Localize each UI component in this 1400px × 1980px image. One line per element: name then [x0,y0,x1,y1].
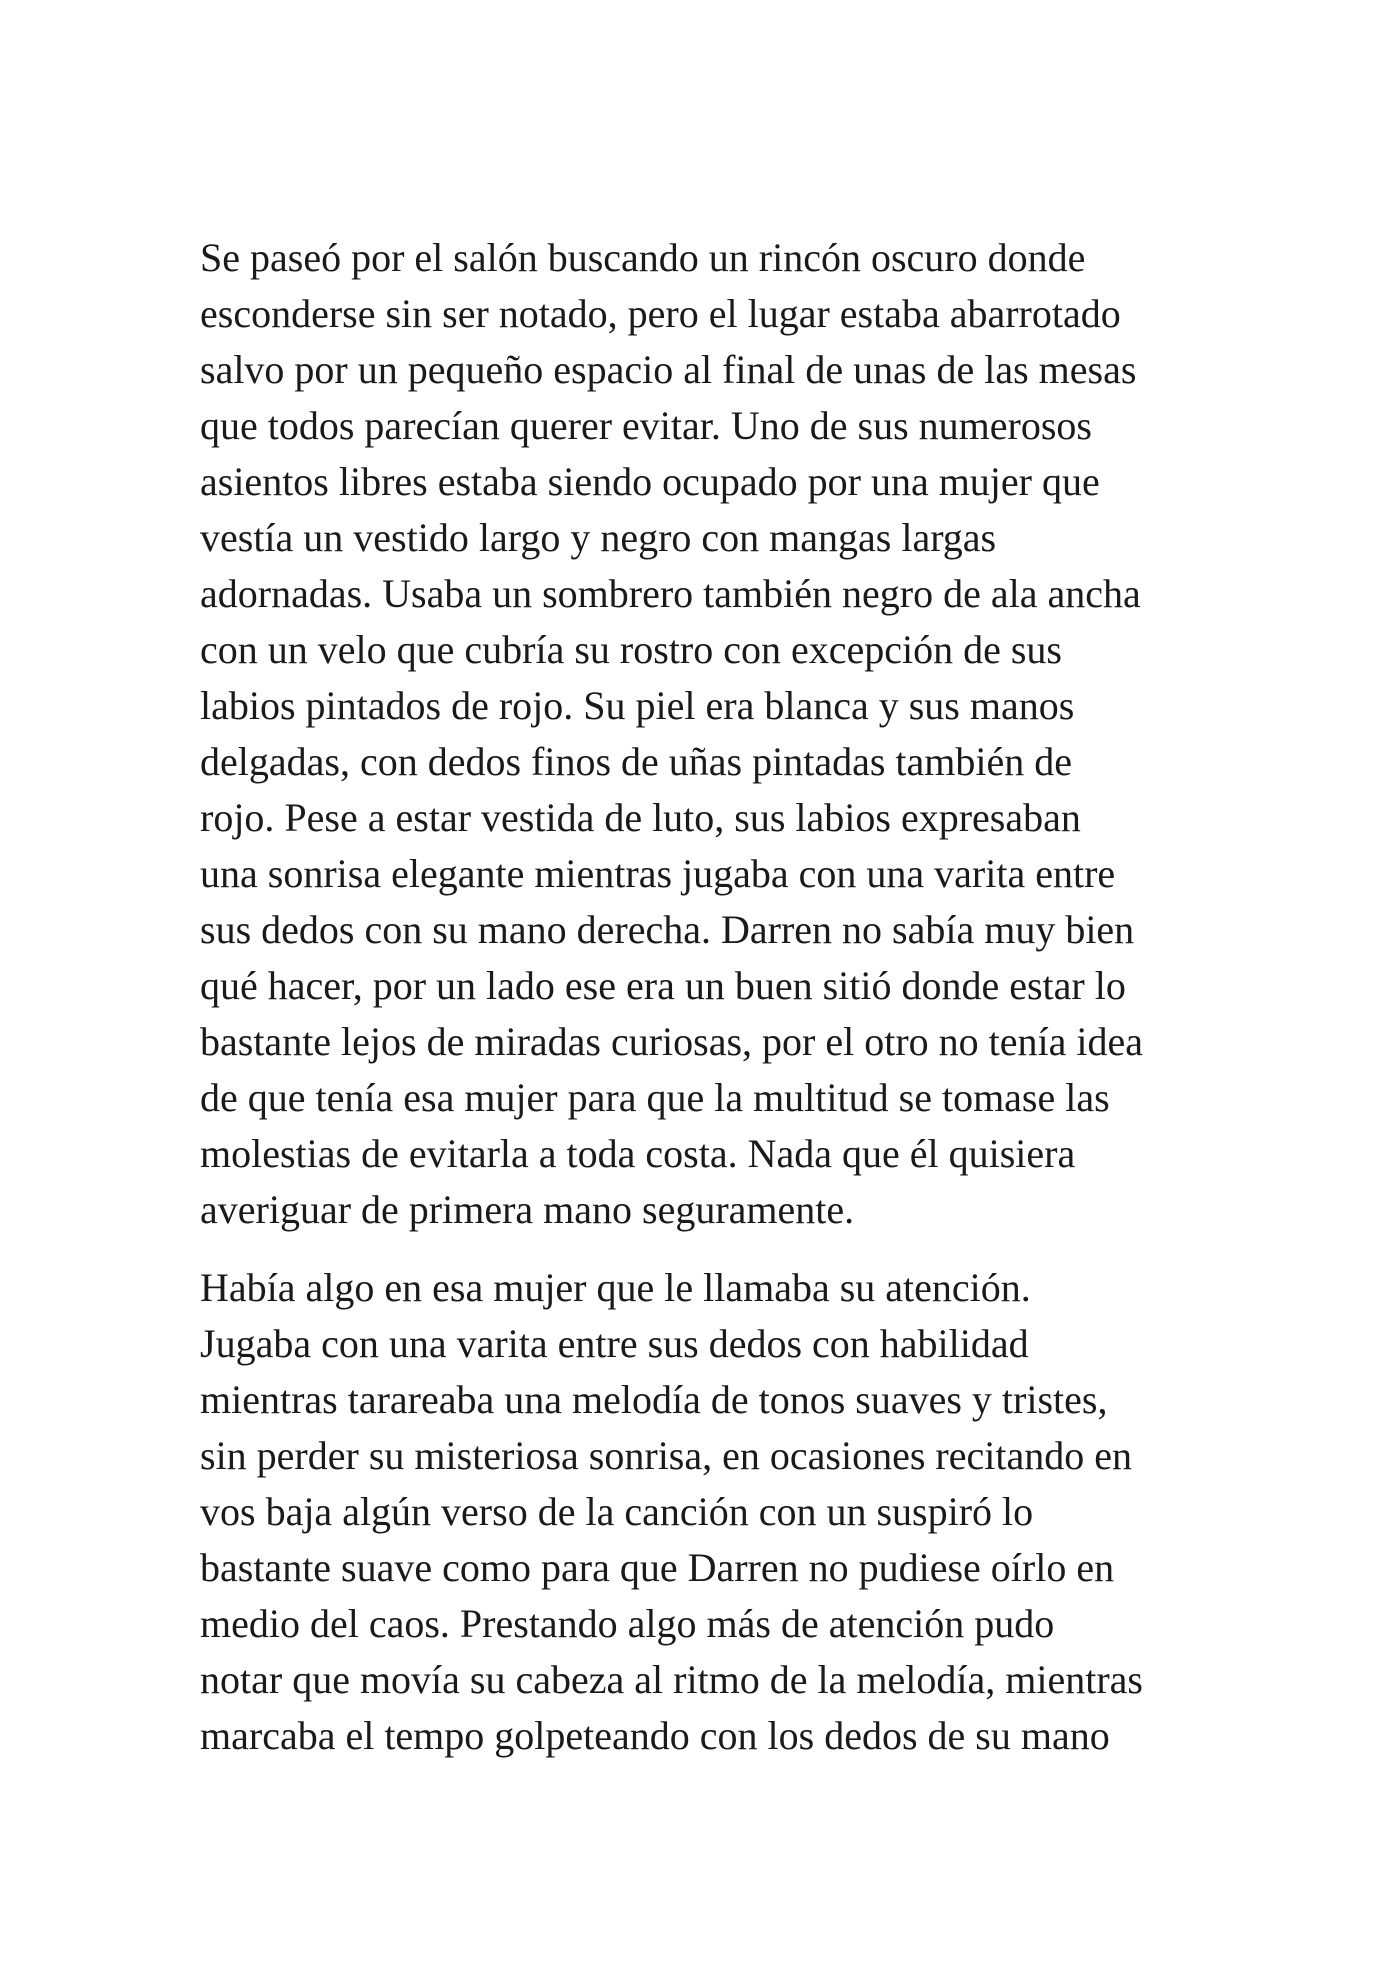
text-line: vestía un vestido largo y negro con mangas largas [200,515,997,560]
text-line: sus dedos con su mano derecha. Darren no sabía muy bien [200,907,1135,952]
text-line: marcaba el tempo golpeteando con los dedos de su mano [200,1713,1110,1758]
text-line: mientras tarareaba una melodía de tonos suaves y tristes, [200,1377,1108,1422]
paragraph-2 [200,1260,1201,1764]
text-line: delgadas, con dedos finos de uñas pintadas también de [200,739,1072,784]
text-line: asientos libres estaba siendo ocupado por una mujer que [200,459,1100,504]
text-line: Había algo en esa mujer que le llamaba su atención. [200,1265,1031,1310]
text-line: bastante lejos de miradas curiosas, por el otro no tenía idea [200,1019,1144,1064]
text-line: notar que movía su cabeza al ritmo de la melodía, mientras [200,1657,1143,1702]
body-text [200,230,1201,1764]
text-line: una sonrisa elegante mientras jugaba con una varita entre [200,851,1116,896]
text-line: Se paseó por el salón buscando un rincón oscuro donde [200,235,1086,280]
text-line: que todos parecían querer evitar. Uno de sus numerosos [200,403,1092,448]
text-line: rojo. Pese a estar vestida de luto, sus labios expresaban [200,795,1081,840]
text-line: adornadas. Usaba un sombrero también negro de ala ancha [200,571,1141,616]
text-line: molestias de evitarla a toda costa. Nada que él quisiera [200,1131,1076,1176]
text-line: con un velo que cubría su rostro con excepción de sus [200,627,1062,672]
text-line: bastante suave como para que Darren no pudiese oírlo en [200,1545,1115,1590]
text-line: sin perder su misteriosa sonrisa, en ocasiones recitando en [200,1433,1132,1478]
text-line: vos baja algún verso de la canción con un suspiró lo [200,1489,1034,1534]
paragraph-1 [200,230,1201,1238]
text-line: de que tenía esa mujer para que la multitud se tomase las [200,1075,1110,1120]
text-line: esconderse sin ser notado, pero el lugar estaba abarrotado [200,291,1121,336]
text-line: medio del caos. Prestando algo más de atención pudo [200,1601,1055,1646]
text-line: Jugaba con una varita entre sus dedos con habilidad [200,1321,1029,1366]
text-line: labios pintados de rojo. Su piel era blanca y sus manos [200,683,1075,728]
text-line: averiguar de primera mano seguramente. [200,1187,855,1232]
text-line: qué hacer, por un lado ese era un buen sitió donde estar lo [200,963,1126,1008]
text-line: salvo por un pequeño espacio al final de unas de las mesas [200,347,1137,392]
